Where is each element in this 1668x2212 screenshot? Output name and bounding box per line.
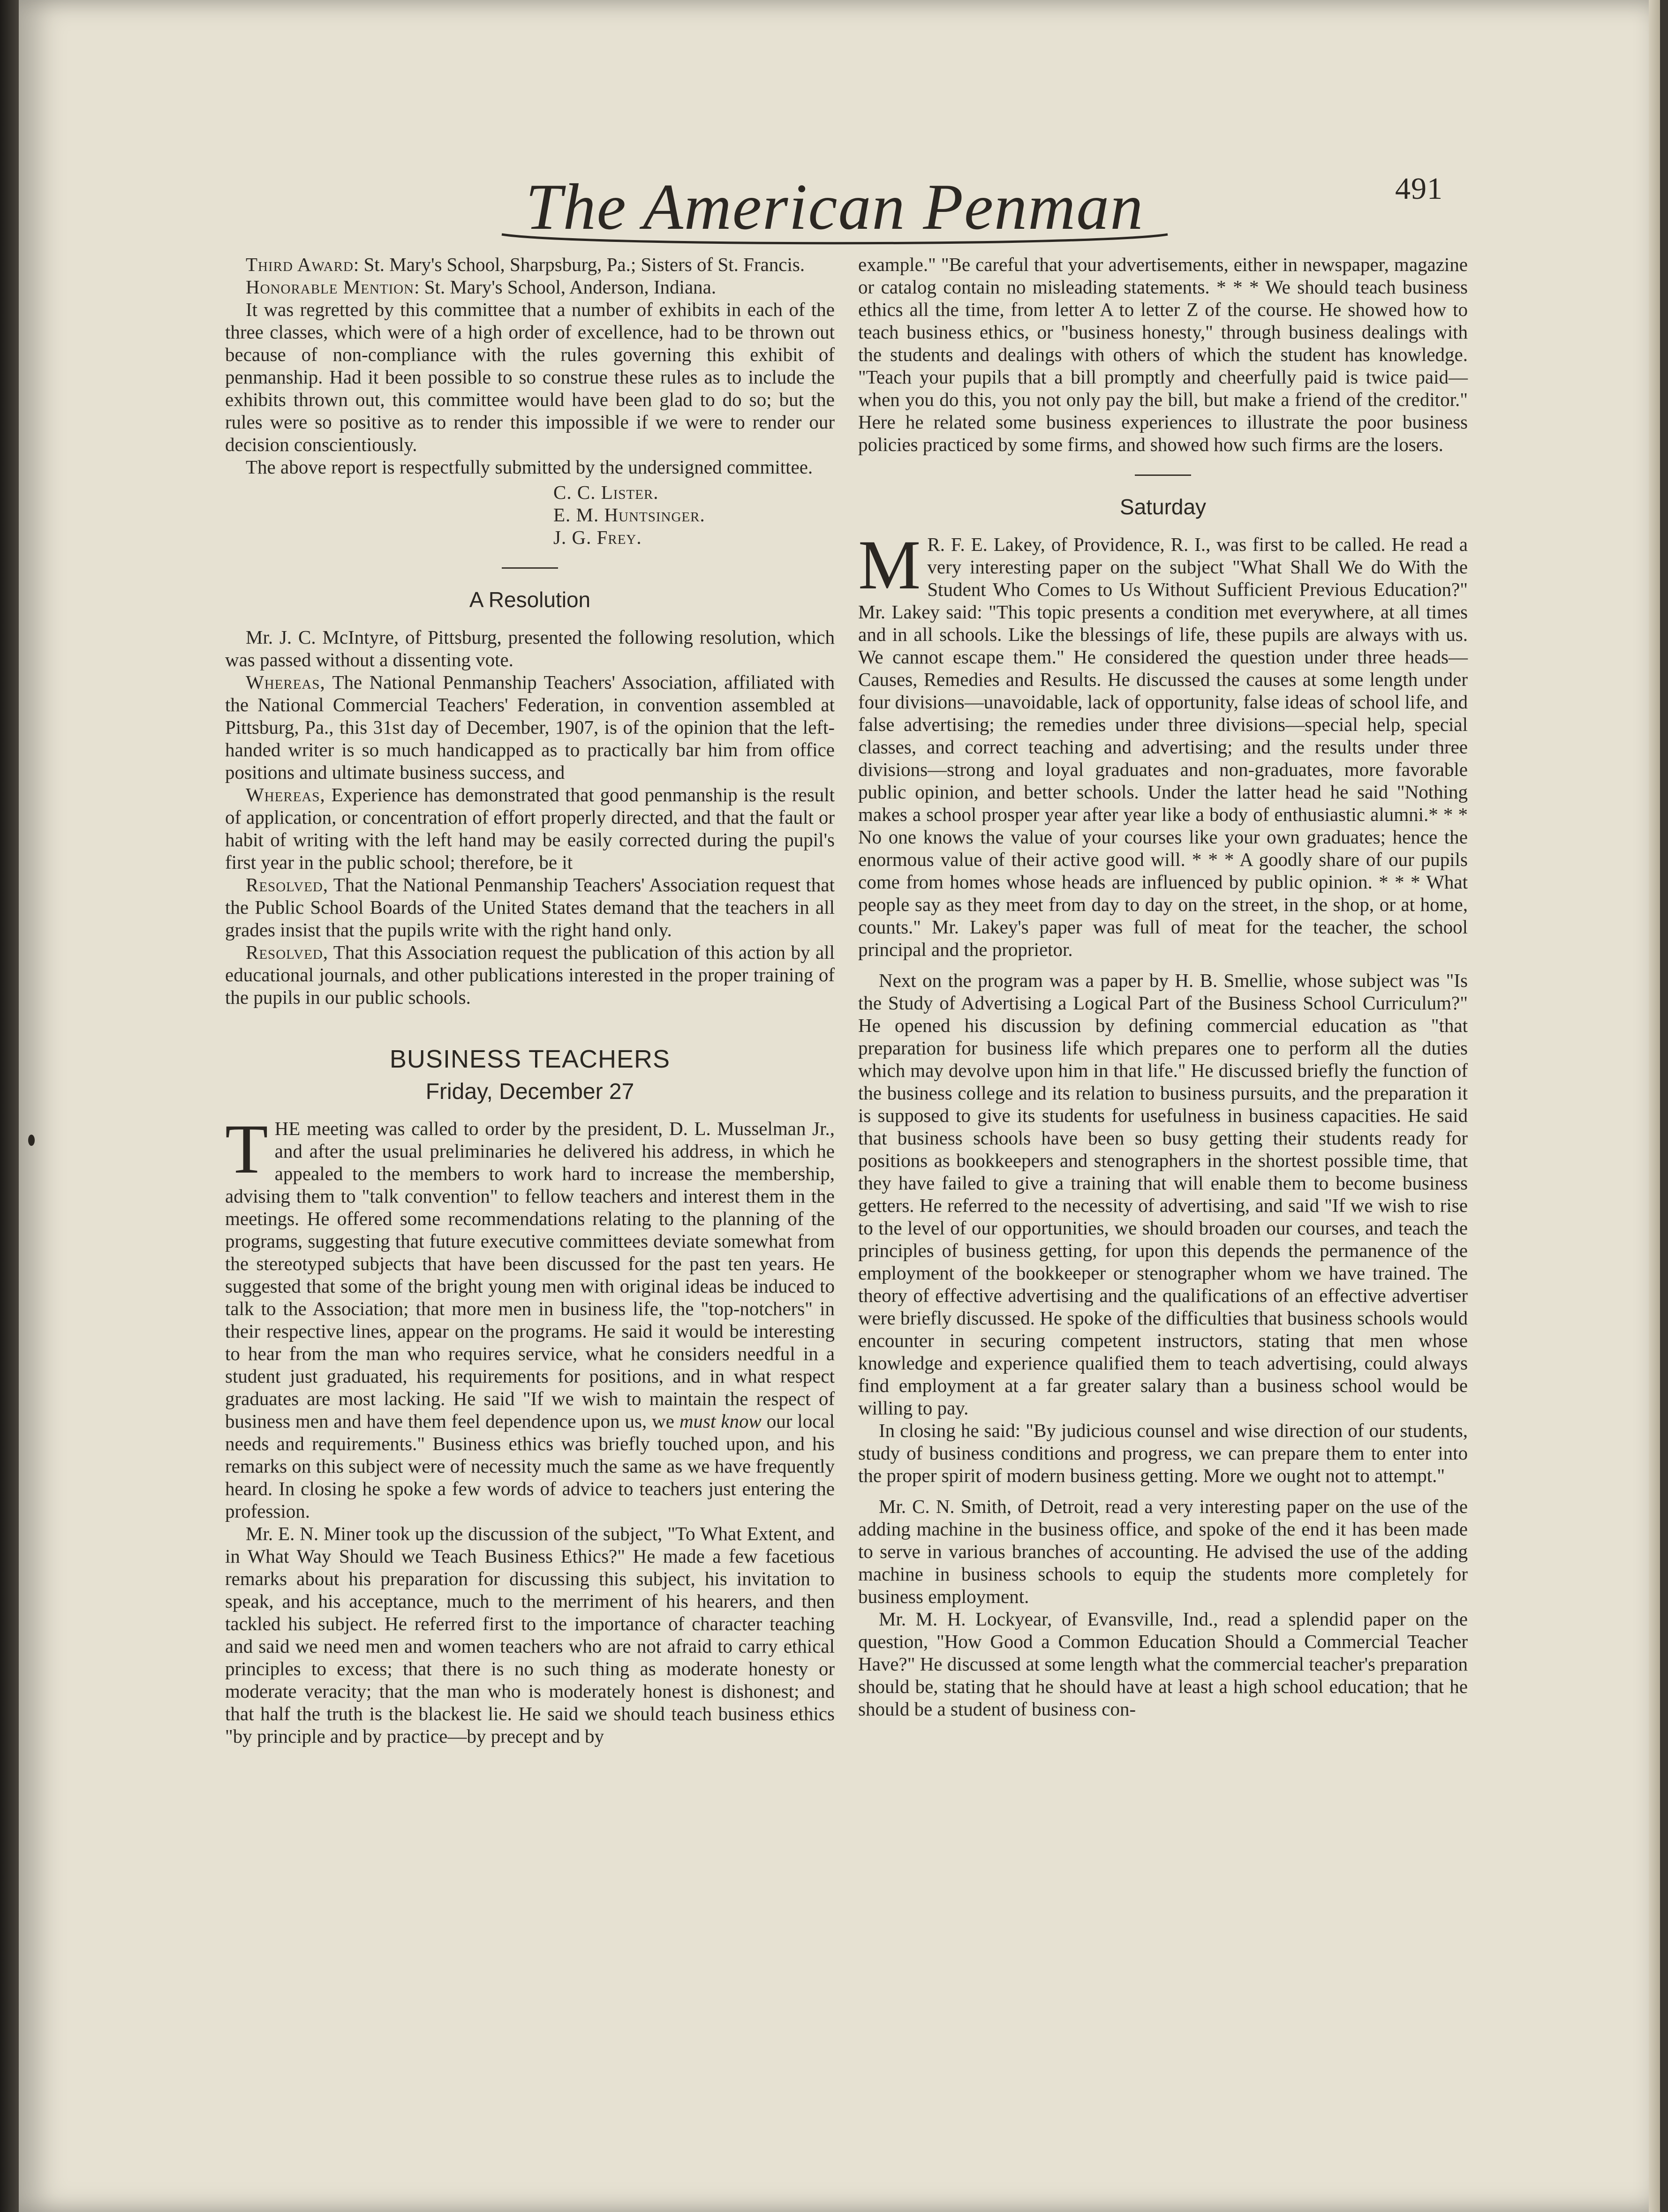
paragraph-regret: It was regretted by this committee that a number of exhibits in each of the three classes, which were of a high order of excellence, had to be thrown out because of non-compliance with the rules governing this exhibit of penmanship. Had it been possible to so construe these rules as to include the exhibits thrown out, this committee would have been glad to do so; but the rules were so positive as to render this impossible if we were to render our decision conscientiously. [225,299,835,455]
smellie-paragraph: Next on the program was a paper by H. B. Smellie, whose subject was "Is the Study of Advertising a Logical Part of the Business School Curriculum?" He opened his discussion by defining commercial education as "that preparation for business life which prepares one to perform all the duties which may devolve upon him in that life." He discussed briefly the function of the business college and its relation to business pursuits, and the preparation it is supposed to give its students for usefulness in business capacities. He said that business schools have been so busy getting their students ready for positions as bookkeepers and stenographers in the shortest possible time, that they have failed to give a training that will enable them to become business getters. He referred to the necessity of advertising, and said "If we wish to rise to the level of our opportunities, we should broaden our courses, and teach the principles of business getting, for upon this depends the permanence of the employment of the bookkeeper or stenographer whom we have trained. The theory of effective advertising and the qualifications of an effective advertiser were briefly discussed. He spoke of the difficulties that business schools would encounter in securing competent instructors, stating that men whose knowledge and experience qualified them to teach advertising, could always find employment at a far greater salary than a business school would be willing to pay. [858,970,1468,1419]
svg-text:The American Penman: The American Penman [525,171,1144,243]
friday-heading: Friday, December 27 [425,1079,634,1104]
committee-signers [553,481,835,549]
signer: J. G. Frey. [553,527,642,548]
resolved-clause: Resolved, That this Association request the publication of this action by all educational journals, and other publications interested in the proper training of the pupils in our public schools. [225,941,835,1008]
page-edge [1649,0,1660,2212]
business-teachers-heading: BUSINESS TEACHERS [389,1045,671,1073]
third-award: Third Award: St. Mary's School, Sharpsburg, Pa.; Sisters of St. Francis. [246,254,805,275]
miner-continued: example." "Be careful that your advertisements, either in newspaper, magazine or catalog contain no misleading statements. * * * We should teach business ethics all the time, from letter A to letter Z of the course. He showed how to teach business ethics, or "business honesty," through business dealings with the students and dealings with others of which the student has knowledge. "Teach your pupils that a bill promptly and cheerfully paid is twice paid—when you do this, you not only pay the bill, but make a friend of the creditor." Here he related some business experiences to illustrate the poor business policies practiced by some firms, and showed how such firms are the losers. [858,254,1468,455]
left-column [225,253,835,1747]
closing-paragraph: In closing he said: "By judicious counsel and wise direction of our students, study of business conditions and progress, we can prepare them to enter into the proper spirit of modern business getting. More we ought not to attempt." [858,1420,1468,1486]
whereas-clause: Whereas, Experience has demonstrated that good penmanship is the result of application, or concentration of effort properly directed, and that the fault or habit of writing with the left hand may be easily corrected during the pupil's first year in the public school; therefore, be it [225,784,835,873]
honorable-mention: Honorable Mention: St. Mary's School, Anderson, Indiana. [246,276,717,298]
ink-mark [28,1135,35,1146]
drop-cap: M [858,526,921,604]
signer: E. M. Huntsinger. [553,504,705,526]
masthead-logo [483,169,1186,248]
whereas-clause: Whereas, The National Penmanship Teachers' Association, affiliated with the National Commercial Teachers' Federation, in convention assembled at Pittsburg, Pa., this 31st day of December, 1907, is of the opinion that the left-handed writer is so much handicapped as to practically bar him from office positions and ultimate business success, and [225,671,835,783]
right-column [858,253,1468,1720]
section-divider [502,567,558,569]
page [19,0,1660,2212]
page-number: 491 [1395,172,1443,206]
miner-paragraph: Mr. E. N. Miner took up the discussion of the subject, "To What Extent, and in What Way Should we Teach Business Ethics?" He made a few facetious remarks about his preparation for discussing this subject, his invitation to speak, and his acceptance, much to the merriment of his hearers, and then tackled his subject. He referred first to the importance of character teaching and said we need men and women teachers who are not afraid to carry ethical principles to excess; that there is no such thing as moderate honesty or moderate veracity; that the man who is moderately honest is dishonest; and that half the truth is the blackest lie. He said we should teach business ethics "by principle and by practice—by precept and by [225,1523,835,1747]
section-divider [1135,474,1191,476]
resolution-heading: A Resolution [469,587,591,612]
smith-paragraph: Mr. C. N. Smith, of Detroit, read a very interesting paper on the use of the adding machine in the business office, and spoke of the end it has been made to serve in various branches of accounting. He advised the use of the adding machine in business schools to equip the students more completely for business employment. [858,1496,1468,1607]
meeting-paragraph: THE meeting was called to order by the president, D. L. Musselman Jr., and after the usual preliminaries he delivered his address, in which he appealed to the members to work hard to increase the membership, advising them to "talk convention" to fellow teachers and interest them in the meetings. He offered some recommendations relating to the planning of the programs, suggesting that future executive committees deviate somewhat from the stereotyped subjects that have been discussed for the past ten years. He suggested that some of the bright young men with original ideas be induced to talk to the Association; that more men in business life, the "top-notchers" in their respective lines, appear on the programs. He said it would be interesting to hear from the man who requires service, what he considers needful in a student just graduated, his requirements for positions, and in what respect graduates are most lacking. He said "If we wish to maintain the respect of business men and have them feel dependence upon us, we must know our local needs and requirements." Business ethics was briefly touched upon, and his remarks on this subject were of necessity much the same as we have frequently heard. In closing he spoke a few words of advice to teachers just entering the profession. [225,1110,835,1522]
drop-cap: T [225,1110,268,1188]
paragraph-report: The above report is respectfully submitted by the undersigned committee. [246,456,813,478]
signer: C. C. Lister. [553,482,659,503]
resolution-intro: Mr. J. C. McIntyre, of Pittsburg, presented the following resolution, which was passed without a dissenting vote. [225,626,835,670]
lakey-paragraph: M R. F. E. Lakey, of Providence, R. I., was first to be called. He read a very interesting paper on the subject "What Shall We do With the Student Who Comes to Us Without Sufficient Previous Education?" Mr. Lakey said: "This topic presents a condition met everywhere, at all times and in all schools. Like the blessings of life, these pupils are always with us. We cannot escape them." He considered the question under three heads—Causes, Remedies and Results. He discussed the causes at some length under four divisions—unavoidable, lack of opportunity, false ideas of school life, and false advertising; the remedies under three divisions—special help, special classes, and correct teaching and advertising; and the results under three divisions—strong and loyal graduates and non-graduates, more favorable public opinion, and better schools. Under the latter head he said "Nothing makes a school prosper year after year like a body of enthusiastic alumni.* * * No one knows the value of your courses like your own graduates; hence the enormous value of their active good will. * * * A goodly share of our pupils come from homes whose heads are influenced by public opinion. * * * What people say as they meet from day to day on the street, in the shop, or at home, counts." Mr. Lakey's paper was full of meat for the teacher, the school principal and the proprietor. [858,526,1468,960]
resolved-clause: Resolved, That the National Penmanship Teachers' Association request that the Public School Boards of the United States demand that the teachers in all grades insist that the pupils write with the right hand only. [225,874,835,940]
saturday-heading: Saturday [1119,495,1207,519]
lockyear-paragraph: Mr. M. H. Lockyear, of Evansville, Ind., read a splendid paper on the question, "How Good a Common Education Should a Commercial Teacher Have?" He discussed at some length what the commercial teacher's preparation should be, stating that he should have at least a high school education; that he should be a student of business con- [858,1608,1468,1720]
